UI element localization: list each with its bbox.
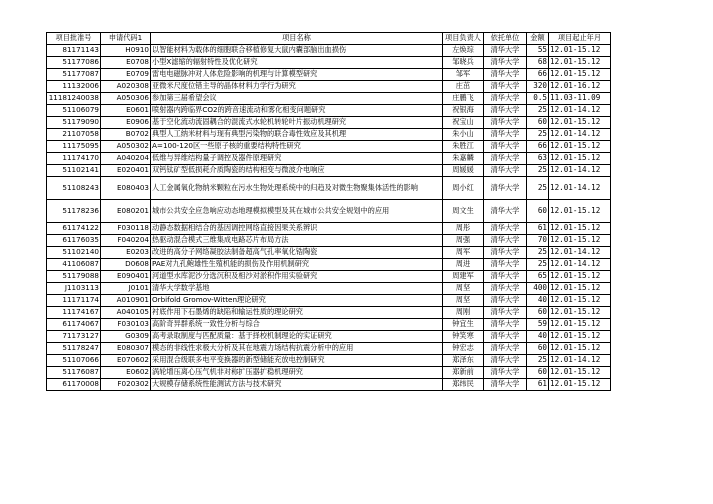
cell-project-name[interactable]: 高阶奇异群系统一致性分析与综合 <box>151 319 443 331</box>
cell-application-code[interactable]: H0910 <box>101 45 151 57</box>
cell-amount[interactable]: 55 <box>527 45 549 57</box>
cell-application-code[interactable]: E080201 <box>101 200 151 223</box>
cell-project-name[interactable]: PAE对九孔鲍雄性生殖机能的损伤及作用机制研究 <box>151 259 443 271</box>
cell-amount[interactable]: 60 <box>527 200 549 223</box>
cell-period[interactable]: 12.01-15.12 <box>549 153 611 165</box>
cell-principal-investigator[interactable]: 朱小山 <box>443 129 484 141</box>
cell-amount[interactable]: 61 <box>527 379 549 391</box>
cell-approval-number[interactable]: 81171143 <box>47 45 101 57</box>
project-table <box>46 32 611 391</box>
table-row <box>47 69 611 81</box>
cell-principal-investigator[interactable]: 朱嘉麟 <box>443 153 484 165</box>
header-application-code[interactable]: 申请代码1 <box>101 33 151 45</box>
cell-project-name[interactable]: 大规模存储系统性能测试方法与技术研究 <box>151 379 443 391</box>
table-row <box>47 223 611 235</box>
cell-period[interactable]: 12.01-15.12 <box>549 57 611 69</box>
cell-application-code[interactable]: A050302 <box>101 141 151 153</box>
cell-period[interactable]: 12.01-16.12 <box>549 81 611 93</box>
table-body <box>47 45 611 391</box>
cell-project-name[interactable]: 小型X滤缩的辐射特性及优化研究 <box>151 57 443 69</box>
cell-amount[interactable]: 60 <box>527 343 549 355</box>
cell-amount[interactable]: 40 <box>527 295 549 307</box>
cell-institution[interactable]: 清华大学 <box>484 153 527 165</box>
table-row <box>47 153 611 165</box>
cell-institution[interactable]: 清华大学 <box>484 235 527 247</box>
table-row <box>47 367 611 379</box>
table-row <box>47 93 611 105</box>
cell-approval-number[interactable]: 51108243 <box>47 177 101 200</box>
cell-period[interactable]: 12.01-15.12 <box>549 200 611 223</box>
cell-institution[interactable]: 清华大学 <box>484 105 527 117</box>
cell-institution[interactable]: 清华大学 <box>484 355 527 367</box>
cell-approval-number[interactable]: 61174122 <box>47 223 101 235</box>
cell-institution[interactable]: 清华大学 <box>484 331 527 343</box>
cell-amount[interactable]: 0.5 <box>527 93 549 105</box>
cell-approval-number[interactable]: 51107066 <box>47 355 101 367</box>
cell-amount[interactable]: 59 <box>527 319 549 331</box>
cell-application-code[interactable]: D0608 <box>101 259 151 271</box>
table-row <box>47 247 611 259</box>
cell-principal-investigator[interactable]: 邹晓兵 <box>443 57 484 69</box>
cell-principal-investigator[interactable]: 周小红 <box>443 177 484 200</box>
cell-principal-investigator[interactable]: 钟笑寒 <box>443 331 484 343</box>
cell-project-name[interactable]: 城市公共安全应急响应动态地理模拟模型及其在城市公共安全规划中的应用 <box>151 200 443 223</box>
cell-application-code[interactable]: B0702 <box>101 129 151 141</box>
header-project-name[interactable]: 项目名称 <box>151 33 443 45</box>
cell-application-code[interactable]: F030103 <box>101 319 151 331</box>
cell-institution[interactable]: 清华大学 <box>484 177 527 200</box>
table-row <box>47 129 611 141</box>
table-row <box>47 379 611 391</box>
cell-amount[interactable]: 25 <box>527 165 549 177</box>
table-row <box>47 235 611 247</box>
cell-application-code[interactable]: A040204 <box>101 153 151 165</box>
cell-principal-investigator[interactable]: 祝银海 <box>443 105 484 117</box>
cell-amount[interactable]: 25 <box>527 177 549 200</box>
cell-amount[interactable]: 65 <box>527 271 549 283</box>
cell-principal-investigator[interactable]: 周彤 <box>443 223 484 235</box>
cell-project-name[interactable]: 参加第三届希望会议 <box>151 93 443 105</box>
cell-principal-investigator[interactable]: 周文生 <box>443 200 484 223</box>
cell-institution[interactable]: 清华大学 <box>484 165 527 177</box>
cell-institution[interactable]: 清华大学 <box>484 367 527 379</box>
cell-project-name[interactable]: 高考录取制度与匹配质量：基于择校机制理论的实证研究 <box>151 331 443 343</box>
cell-project-name[interactable]: Orbifold Gromov-Witten理论研究 <box>151 295 443 307</box>
cell-principal-investigator[interactable]: 左焕琮 <box>443 45 484 57</box>
cell-amount[interactable]: 70 <box>527 235 549 247</box>
cell-period[interactable]: 12.01-15.12 <box>549 141 611 153</box>
header-row <box>47 33 611 45</box>
cell-approval-number[interactable]: 21107058 <box>47 129 101 141</box>
cell-period[interactable]: 12.01-14.12 <box>549 259 611 271</box>
cell-principal-investigator[interactable]: 庄鹏飞 <box>443 93 484 105</box>
cell-institution[interactable]: 清华大学 <box>484 295 527 307</box>
cell-project-name[interactable]: A=100-120区一些原子核的重要结构特性研究 <box>151 141 443 153</box>
table-row <box>47 259 611 271</box>
cell-institution[interactable]: 清华大学 <box>484 81 527 93</box>
cell-project-name[interactable]: 改进的高分子网络凝胶法制备超高气孔率氧化锆陶瓷 <box>151 247 443 259</box>
cell-project-name[interactable]: 雷电电磁脉冲对人体危险影响的机理与计算模型研究 <box>151 69 443 81</box>
cell-institution[interactable]: 清华大学 <box>484 343 527 355</box>
cell-period[interactable]: 12.01-15.12 <box>549 45 611 57</box>
table-row <box>47 57 611 69</box>
cell-period[interactable]: 12.01-14.12 <box>549 105 611 117</box>
cell-application-code[interactable]: E090401 <box>101 271 151 283</box>
cell-approval-number[interactable]: J1103113 <box>47 283 101 295</box>
cell-approval-number[interactable]: 11181240038 <box>47 93 101 105</box>
cell-approval-number[interactable]: 41106087 <box>47 259 101 271</box>
cell-amount[interactable]: 25 <box>527 105 549 117</box>
cell-project-name[interactable]: 河道型水库泥沙分选沉积及相沙对淤积作用实验研究 <box>151 271 443 283</box>
table-row <box>47 283 611 295</box>
table-row <box>47 105 611 117</box>
cell-period[interactable]: 12.01-15.12 <box>549 319 611 331</box>
cell-application-code[interactable]: E0906 <box>101 117 151 129</box>
cell-project-name[interactable]: 涡轮增压离心压气机非对称扩压器扩稳机理研究 <box>151 367 443 379</box>
cell-amount[interactable]: 68 <box>527 57 549 69</box>
cell-principal-investigator[interactable]: 周坚 <box>443 295 484 307</box>
cell-amount[interactable]: 63 <box>527 153 549 165</box>
cell-amount[interactable]: 40 <box>527 331 549 343</box>
cell-period[interactable]: 12.01-15.12 <box>549 223 611 235</box>
cell-principal-investigator[interactable]: 周媛媛 <box>443 165 484 177</box>
cell-project-name[interactable]: 人工金属氧化物纳米颗粒在污水生物处理系统中的归趋及对微生物聚集体活性的影响 <box>151 177 443 200</box>
table-row <box>47 141 611 153</box>
cell-institution[interactable]: 清华大学 <box>484 307 527 319</box>
cell-project-name[interactable]: 低维与异维结构量子调控及器件原理研究 <box>151 153 443 165</box>
cell-approval-number[interactable]: 51178236 <box>47 200 101 223</box>
cell-application-code[interactable]: E020401 <box>101 165 151 177</box>
cell-period[interactable]: 11.03-11.09 <box>549 93 611 105</box>
cell-application-code[interactable]: E0601 <box>101 105 151 117</box>
cell-period[interactable]: 12.01-15.12 <box>549 117 611 129</box>
cell-institution[interactable]: 清华大学 <box>484 129 527 141</box>
table-row <box>47 81 611 93</box>
cell-principal-investigator[interactable]: 周强 <box>443 235 484 247</box>
cell-principal-investigator[interactable]: 周进 <box>443 259 484 271</box>
cell-period[interactable]: 12.01-15.12 <box>549 295 611 307</box>
cell-application-code[interactable]: A010901 <box>101 295 151 307</box>
cell-project-name[interactable]: 采用混合级联多电平变换器的新型储能充放电控制研究 <box>151 355 443 367</box>
header-institution[interactable]: 依托单位 <box>484 33 527 45</box>
cell-institution[interactable]: 清华大学 <box>484 69 527 81</box>
cell-amount[interactable]: 66 <box>527 69 549 81</box>
cell-institution[interactable]: 清华大学 <box>484 283 527 295</box>
cell-period[interactable]: 12.01-14.12 <box>549 177 611 200</box>
cell-approval-number[interactable]: 71173127 <box>47 331 101 343</box>
header-period[interactable]: 项目起止年月 <box>549 33 611 45</box>
cell-approval-number[interactable]: 51179088 <box>47 271 101 283</box>
cell-principal-investigator[interactable]: 郑新前 <box>443 367 484 379</box>
table-row <box>47 271 611 283</box>
cell-application-code[interactable]: E080403 <box>101 177 151 200</box>
cell-institution[interactable]: 清华大学 <box>484 379 527 391</box>
cell-amount[interactable]: 60 <box>527 367 549 379</box>
cell-application-code[interactable]: F040204 <box>101 235 151 247</box>
header-principal-investigator[interactable]: 项目负责人 <box>443 33 484 45</box>
cell-approval-number[interactable]: 11132006 <box>47 81 101 93</box>
cell-amount[interactable]: 60 <box>527 307 549 319</box>
cell-principal-investigator[interactable]: 钟宏志 <box>443 343 484 355</box>
cell-application-code[interactable]: G0309 <box>101 331 151 343</box>
cell-approval-number[interactable]: 61176035 <box>47 235 101 247</box>
cell-principal-investigator[interactable]: 周军 <box>443 247 484 259</box>
header-approval-number[interactable]: 项目批准号 <box>47 33 101 45</box>
table-row <box>47 117 611 129</box>
cell-application-code[interactable]: F020302 <box>101 379 151 391</box>
cell-project-name[interactable]: 清华大学数学基地 <box>151 283 443 295</box>
cell-application-code[interactable]: E070602 <box>101 355 151 367</box>
cell-project-name[interactable]: 以智能材料为载体的细胞联合移植修复大鼠内囊部脑出血损伤 <box>151 45 443 57</box>
cell-application-code[interactable]: A040105 <box>101 307 151 319</box>
cell-principal-investigator[interactable]: 庄茁 <box>443 81 484 93</box>
cell-period[interactable]: 12.01-15.12 <box>549 367 611 379</box>
cell-period[interactable]: 12.01-15.12 <box>549 331 611 343</box>
spreadsheet <box>46 32 611 391</box>
cell-approval-number[interactable]: 11174170 <box>47 153 101 165</box>
cell-project-name[interactable]: 模态的非线性求极大分析及其在地震力场结构抗震分析中的应用 <box>151 343 443 355</box>
cell-application-code[interactable]: E0203 <box>101 247 151 259</box>
cell-approval-number[interactable]: 61174067 <box>47 319 101 331</box>
cell-period[interactable]: 12.01-14.12 <box>549 129 611 141</box>
cell-application-code[interactable]: E0602 <box>101 367 151 379</box>
cell-period[interactable]: 12.01-14.12 <box>549 355 611 367</box>
cell-principal-investigator[interactable]: 祝宝山 <box>443 117 484 129</box>
cell-approval-number[interactable]: 51102141 <box>47 165 101 177</box>
cell-period[interactable]: 12.01-15.12 <box>549 283 611 295</box>
header-amount[interactable]: 金额 <box>527 33 549 45</box>
cell-institution[interactable]: 清华大学 <box>484 57 527 69</box>
cell-amount[interactable]: 61 <box>527 223 549 235</box>
cell-period[interactable]: 12.01-15.12 <box>549 343 611 355</box>
cell-period[interactable]: 12.01-14.12 <box>549 247 611 259</box>
cell-period[interactable]: 12.01-14.12 <box>549 165 611 177</box>
cell-approval-number[interactable]: 51178247 <box>47 343 101 355</box>
cell-amount[interactable]: 60 <box>527 117 549 129</box>
cell-institution[interactable]: 清华大学 <box>484 247 527 259</box>
cell-amount[interactable]: 25 <box>527 355 549 367</box>
cell-institution[interactable]: 清华大学 <box>484 45 527 57</box>
cell-principal-investigator[interactable]: 朱胜江 <box>443 141 484 153</box>
cell-institution[interactable]: 清华大学 <box>484 117 527 129</box>
cell-principal-investigator[interactable]: 周坚 <box>443 283 484 295</box>
table-row <box>47 177 611 200</box>
cell-amount[interactable]: 25 <box>527 129 549 141</box>
cell-approval-number[interactable]: 61170008 <box>47 379 101 391</box>
cell-period[interactable]: 12.01-15.12 <box>549 307 611 319</box>
cell-application-code[interactable]: A050306 <box>101 93 151 105</box>
cell-institution[interactable]: 清华大学 <box>484 93 527 105</box>
cell-application-code[interactable]: J0101 <box>101 283 151 295</box>
cell-amount[interactable]: 320 <box>527 81 549 93</box>
cell-principal-investigator[interactable]: 郑纬民 <box>443 379 484 391</box>
cell-project-name[interactable]: 双钙钛矿型低损耗介质陶瓷的结构相变与微波介电响应 <box>151 165 443 177</box>
cell-principal-investigator[interactable]: 周建军 <box>443 271 484 283</box>
cell-project-name[interactable]: 基于空化流动流固耦合的混流式水轮机转轮叶片振动机理研究 <box>151 117 443 129</box>
table-row <box>47 200 611 223</box>
table-row <box>47 295 611 307</box>
cell-period[interactable]: 12.01-15.12 <box>549 379 611 391</box>
cell-application-code[interactable]: F030118 <box>101 223 151 235</box>
cell-approval-number[interactable]: 11174167 <box>47 307 101 319</box>
cell-project-name[interactable]: 亚微米尺度位错主导的晶体材料力学行为研究 <box>151 81 443 93</box>
cell-principal-investigator[interactable]: 邹军 <box>443 69 484 81</box>
cell-approval-number[interactable]: 11175095 <box>47 141 101 153</box>
cell-project-name[interactable]: 喷射器内跨临界CO2的跨音速流动和雾化相变问题研究 <box>151 105 443 117</box>
cell-approval-number[interactable]: 11171174 <box>47 295 101 307</box>
cell-institution[interactable]: 清华大学 <box>484 319 527 331</box>
cell-period[interactable]: 12.01-15.12 <box>549 271 611 283</box>
table-row <box>47 45 611 57</box>
cell-approval-number[interactable]: 51176087 <box>47 367 101 379</box>
cell-amount[interactable]: 66 <box>527 141 549 153</box>
cell-project-name[interactable]: 动静态数据相结合的基因调控网络直接因果关系辨识 <box>151 223 443 235</box>
cell-institution[interactable]: 清华大学 <box>484 141 527 153</box>
cell-institution[interactable]: 清华大学 <box>484 223 527 235</box>
table-row <box>47 343 611 355</box>
cell-principal-investigator[interactable]: 郑泽东 <box>443 355 484 367</box>
table-row <box>47 307 611 319</box>
cell-approval-number[interactable]: 51106079 <box>47 105 101 117</box>
cell-amount[interactable]: 25 <box>527 259 549 271</box>
cell-approval-number[interactable]: 51179090 <box>47 117 101 129</box>
cell-approval-number[interactable]: 51177087 <box>47 69 101 81</box>
cell-approval-number[interactable]: 51177086 <box>47 57 101 69</box>
cell-application-code[interactable]: E080307 <box>101 343 151 355</box>
table-row <box>47 355 611 367</box>
cell-approval-number[interactable]: 51102140 <box>47 247 101 259</box>
cell-principal-investigator[interactable]: 钟宜生 <box>443 319 484 331</box>
cell-institution[interactable]: 清华大学 <box>484 259 527 271</box>
cell-institution[interactable]: 清华大学 <box>484 271 527 283</box>
cell-period[interactable]: 12.01-15.12 <box>549 69 611 81</box>
table-row <box>47 331 611 343</box>
cell-project-name[interactable]: 典型人工纳米材料与现有典型污染物的联合毒性效应及其机理 <box>151 129 443 141</box>
cell-project-name[interactable]: 衬底作用下石墨烯的缺陷和输运性质的理论研究 <box>151 307 443 319</box>
table-row <box>47 165 611 177</box>
cell-application-code[interactable]: A020308 <box>101 81 151 93</box>
cell-principal-investigator[interactable]: 周刚 <box>443 307 484 319</box>
cell-amount[interactable]: 400 <box>527 283 549 295</box>
cell-institution[interactable]: 清华大学 <box>484 200 527 223</box>
cell-period[interactable]: 12.01-15.12 <box>549 235 611 247</box>
cell-amount[interactable]: 25 <box>527 247 549 259</box>
cell-application-code[interactable]: E0709 <box>101 69 151 81</box>
cell-application-code[interactable]: E0708 <box>101 57 151 69</box>
cell-project-name[interactable]: 热驱动混合模式三维集成电路芯片布局方法 <box>151 235 443 247</box>
table-row <box>47 319 611 331</box>
